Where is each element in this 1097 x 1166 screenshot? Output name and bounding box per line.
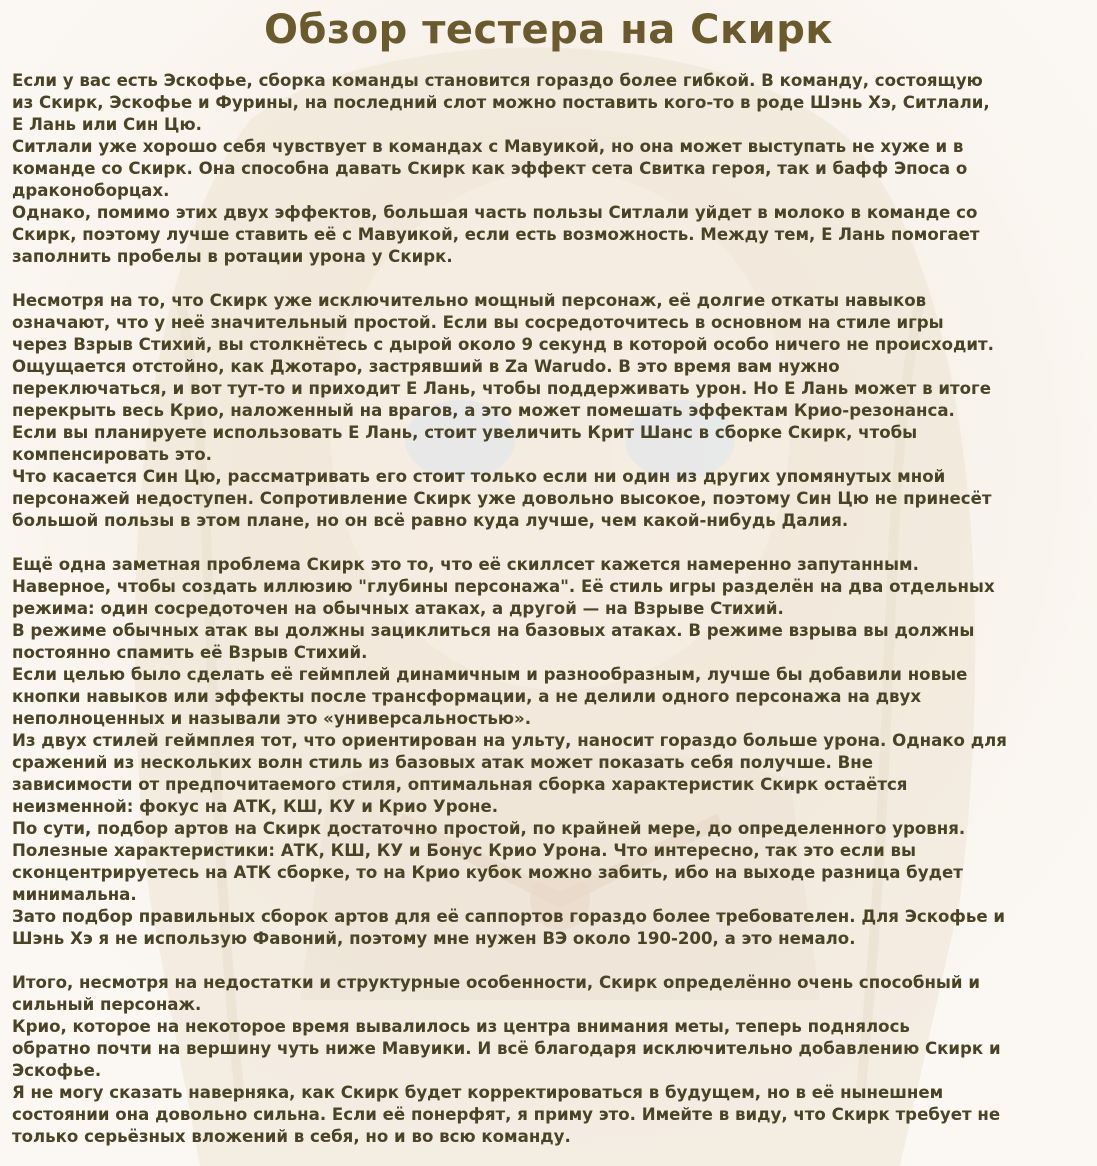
text-line: через Взрыв Стихий, вы столкнётесь с дырой около 9 секунд в которой особо ничего не происходит. <box>12 335 994 354</box>
text-line: режима: один сосредоточен на обычных атаках, а другой — на Взрыве Стихий. <box>12 599 784 618</box>
text-line: состоянии она довольно сильна. Если её понерфят, я приму это. Имейте в виду, что Скирк требует не <box>12 1105 1001 1124</box>
text-line: По сути, подбор артов на Скирк достаточно простой, по крайней мере, до определенного уровня. <box>12 819 966 838</box>
text-line: заполнить пробелы в ротации урона у Скирк. <box>12 247 453 266</box>
text-line: зависимости от предпочитаемого стиля, оптимальная сборка характеристик Скирк остаётся <box>12 775 908 794</box>
text-line: сражений из нескольких волн стиль из базовых атак может показать себя получше. Вне <box>12 753 874 772</box>
text-line: перекрыть весь Крио, наложенный на врагов, а это может помешать эффектам Крио-резонанса. <box>12 401 955 420</box>
text-line: неполноценных и называли это «универсальностью». <box>12 709 532 728</box>
text-line: Зато подбор правильных сборок артов для её саппортов гораздо более требователен. Для Эскофье и <box>12 907 1005 926</box>
text-line: Что касается Син Цю, рассматривать его стоит только если ни один из других упомянутых мной <box>12 467 946 486</box>
text-line: компенсировать это. <box>12 445 212 464</box>
text-line: Ситлали уже хорошо себя чувствует в командах с Мавуикой, но она может выступать не хуже и в <box>12 137 964 156</box>
text-line: Ощущается отстойно, как Джотаро, застрявший в Za Warudo. В это время вам нужно <box>12 357 840 376</box>
text-line: Если целью было сделать её геймплей динамичным и разнообразным, лучше бы добавили новые <box>12 665 968 684</box>
text-line: сконцентрируетесь на АТК сборке, то на Крио кубок можно забить, ибо на выходе разница будет <box>12 863 963 882</box>
text-line: Несмотря на то, что Скирк уже исключительно мощный персонаж, её долгие откаты навыков <box>12 291 927 310</box>
text-line: драконоборцах. <box>12 181 170 200</box>
paragraph-gap <box>12 532 1085 554</box>
text-line: обратно почти на вершину чуть ниже Мавуики. И всё благодаря исключительно добавлению Скирк и <box>12 1039 1001 1058</box>
text-line: Итого, несмотря на недостатки и структурные особенности, Скирк определённо очень способный и <box>12 973 980 992</box>
text-line: большой пользы в этом плане, но он всё равно куда лучше, чем какой-нибудь Далия. <box>12 511 849 530</box>
text-line: Однако, помимо этих двух эффектов, большая часть пользы Ситлали уйдет в молоко в команде со <box>12 203 978 222</box>
review-body-text <box>12 70 1085 1148</box>
text-line: кнопки навыков или эффекты после трансформации, а не делили одного персонажа на двух <box>12 687 922 706</box>
text-line: означают, что у неё значительный простой. Если вы сосредоточитесь в основном на стиле игры <box>12 313 944 332</box>
text-line: неизменной: фокус на АТК, КШ, КУ и Крио Уроне. <box>12 797 498 816</box>
text-line: Я не могу сказать наверняка, как Скирк будет корректироваться в будущем, но в её нынешнем <box>12 1083 944 1102</box>
text-line: переключаться, и вот тут-то и приходит Е Лань, чтобы поддерживать урон. Но Е Лань может в итоге <box>12 379 991 398</box>
text-line: Шэнь Хэ я не использую Фавоний, поэтому мне нужен ВЭ около 190-200, а это немало. <box>12 929 856 948</box>
text-line: постоянно спамить её Взрыв Стихий. <box>12 643 368 662</box>
text-line: персонажей недоступен. Сопротивление Скирк уже довольно высокое, поэтому Син Цю не принесёт <box>12 489 992 508</box>
paragraph-gap <box>12 950 1085 972</box>
text-line: Эскофье. <box>12 1061 102 1080</box>
text-line: Е Лань или Син Цю. <box>12 115 202 134</box>
text-line: Если у вас есть Эскофье, сборка команды становится гораздо более гибкой. В команду, состоящую <box>12 71 983 90</box>
text-line: Скирк, поэтому лучше ставить её с Мавуикой, если есть возможность. Между тем, Е Лань помогает <box>12 225 980 244</box>
text-line: Крио, которое на некоторое время вывалилось из центра внимания меты, теперь поднялось <box>12 1017 910 1036</box>
text-line: сильный персонаж. <box>12 995 202 1014</box>
text-line: только серьёзных вложений в себя, но и во всю команду. <box>12 1127 571 1146</box>
text-line: Полезные характеристики: АТК, КШ, КУ и Бонус Крио Урона. Что интересно, так это если вы <box>12 841 917 860</box>
page-title: Обзор тестера на Скирк <box>264 7 833 53</box>
text-line: Из двух стилей геймплея тот, что ориентирован на ульту, наносит гораздо больше урона. Однако для <box>12 731 1007 750</box>
text-line: Если вы планируете использовать Е Лань, стоит увеличить Крит Шанс в сборке Скирк, чтобы <box>12 423 918 442</box>
text-line: команде со Скирк. Она способна давать Скирк как эффект сета Свитка героя, так и бафф Эпоса о <box>12 159 968 178</box>
paragraph-gap <box>12 268 1085 290</box>
text-line: минимальна. <box>12 885 137 904</box>
text-line: Ещё одна заметная проблема Скирк это то, что её скиллсет кажется намеренно запутанным. <box>12 555 919 574</box>
text-line: Наверное, чтобы создать иллюзию "глубины персонажа". Её стиль игры разделён на два отдельных <box>12 577 995 596</box>
text-line: из Скирк, Эскофье и Фурины, на последний слот можно поставить кого-то в роде Шэнь Хэ, Ситлали, <box>12 93 990 112</box>
text-line: В режиме обычных атак вы должны зациклиться на базовых атаках. В режиме взрыва вы должны <box>12 621 975 640</box>
